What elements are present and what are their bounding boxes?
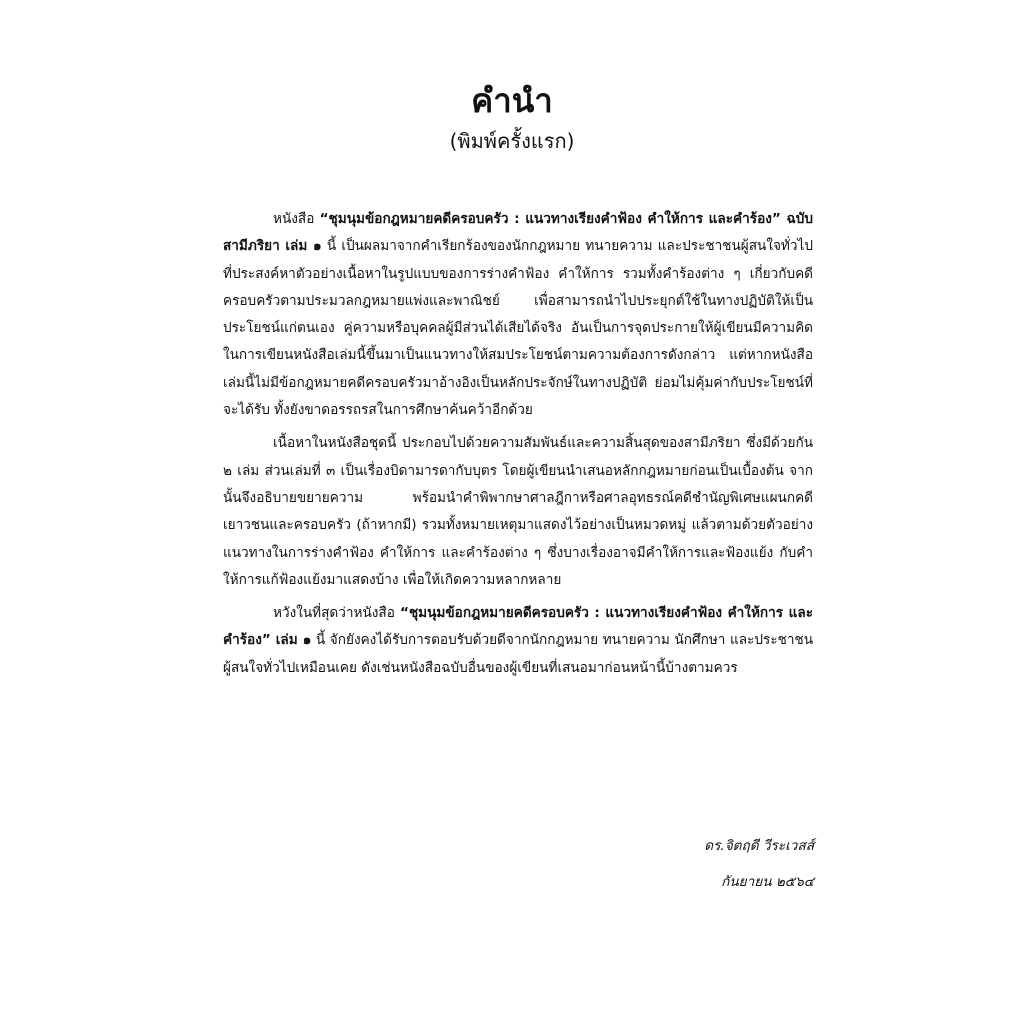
paragraph-1-book-title: “ชุมนุมข้อกฎหมายคดีครอบครัว : แนวทางเรียงคำฟ้อง คำให้การ และคำร้อง” ฉบับสามีภริยา เล่ม ๑ (223, 211, 813, 255)
paragraph-3-intro: หวังในที่สุดว่าหนังสือ (273, 605, 401, 622)
paragraph-3-book-title: “ชุมนุมข้อกฎหมายคดีครอบครัว : แนวทางเรียงคำฟ้อง คำให้การ และคำร้อง” เล่ม ๑ (223, 605, 814, 649)
page-subtitle: (พิมพ์ครั้งแรก) (449, 129, 575, 153)
body-text (223, 206, 813, 688)
signature-date: กันยายน ๒๕๖๔ (721, 874, 814, 890)
paragraph-1-rest: นี้ เป็นผลมาจากคำเรียกร้องของนักกฎหมาย ทนายความ และประชาชนผู้สนใจทั่วไปที่ประสงค์หาตัวอย่างเนื้อหาในรูปแบบของการร่างคำฟ้อง คำให้การ รวมทั้งคำร้องต่าง ๆ เกี่ยวกับคดีครอบครัวตามประมวลกฎหมายแพ่งและพาณิชย์ เพื่อสามารถนำไปประยุกต์ใช้ในทางปฏิบัติให้เป็นประโยชน์แก่ตนเอง คู่ความหรือบุคคลผู้มีส่วนได้เสียได้จริง อันเป็นการจุดประกายให้ผู้เขียนมีความคิดในการเขียนหนังสือเล่มนี้ขึ้นมาเป็นแนวทางให้สมประโยชน์ตามความต้องการดังกล่าว แต่หากหนังสือเล่มนี้ไม่มีข้อกฎหมายคดีครอบครัวมาอ้างอิงเป็นหลักประจักษ์ในทางปฏิบัติ ย่อมไม่คุ้มค่ากับประโยชน์ที่จะได้รับ ทั้งยังขาดอรรถรสในการศึกษาค้นคว้าอีกด้วย (223, 238, 813, 419)
page-title: คำนำ (471, 81, 553, 120)
author-name: ดร.จิตฤดี วีระเวสส์ (704, 838, 814, 854)
signature-block (704, 828, 814, 900)
paragraph-3 (223, 600, 813, 682)
paragraph-2 (223, 430, 813, 594)
paragraph-2-text: เนื้อหาในหนังสือชุดนี้ ประกอบไปด้วยความสัมพันธ์และความสิ้นสุดของสามีภริยา ซึ่งมีด้วยกัน ๒ เล่ม ส่วนเล่มที่ ๓ เป็นเรื่องบิดามารดากับบุตร โดยผู้เขียนนำเสนอหลักกฎหมายก่อนเป็นเบื้องต้น จากนั้นจึงอธิบายขยายความ พร้อมนำคำพิพากษาศาลฎีกาหรือศาลอุทธรณ์คดีชำนัญพิเศษแผนกคดีเยาวชนและครอบครัว (ถ้าหากมี) รวมทั้งหมายเหตุมาแสดงไว้อย่างเป็นหมวดหมู่ แล้วตามด้วยตัวอย่างแนวทางในการร่างคำฟ้อง คำให้การ และคำร้องต่าง ๆ ซึ่งบางเรื่องอาจมีคำให้การและฟ้องแย้ง กับคำให้การแก้ฟ้องแย้งมาแสดงบ้าง เพื่อให้เกิดความหลากหลาย (223, 435, 813, 588)
paragraph-1 (223, 206, 813, 424)
paragraph-1-intro: หนังสือ (273, 211, 320, 227)
paragraph-3-rest: นี้ จักยังคงได้รับการตอบรับด้วยดีจากนักกฎหมาย ทนายความ นักศึกษา และประชาชนผู้สนใจทั่วไปเหมือนเคย ดังเช่นหนังสือฉบับอื่นของผู้เขียนที่เสนอมาก่อนหน้านี้บ้างตามควร (223, 632, 814, 676)
